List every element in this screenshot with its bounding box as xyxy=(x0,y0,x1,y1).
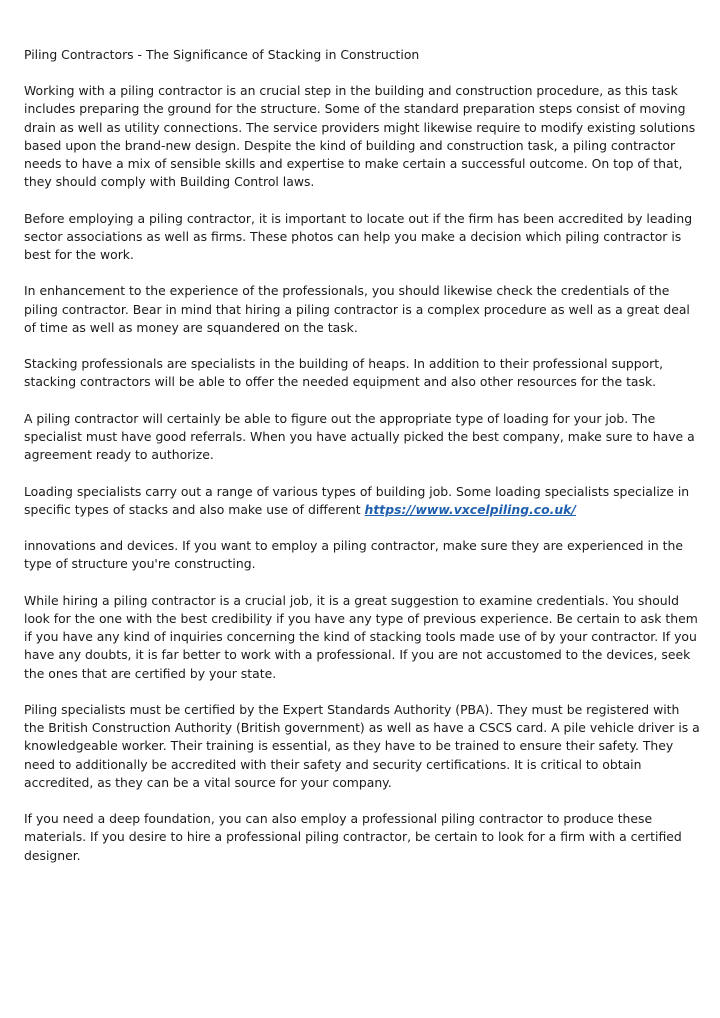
paragraph-8: While hiring a piling contractor is a crucial job, it is a great suggestion to examine credentials. You should look for the one with the best credibility if you have any type of previous experience. Be certain to ask them if you have any kind of inquiries concerning the kind of stacking tools made use of by your contractor. If you have any doubts, it is far better to work with a professional. If you are not accustomed to the devices, seek the ones that are certified by your state. xyxy=(24,592,698,681)
paragraph-4: Stacking professionals are specialists in the building of heaps. In addition to their professional support, stacking contractors will be able to offer the needed equipment and also other resources for the task. xyxy=(24,356,664,390)
paragraph-9: Piling specialists must be certified by the Expert Standards Authority (PBA). They must be registered with the British Construction Authority (British government) as well as have a CSCS card. A pile vehicle driver is a knowledgeable worker. Their training is essential, as they have to be trained to ensure their safety. They need to additionally be accredited with their safety and security certifications. It is critical to obtain accredited, as they can be a vital source for your company. xyxy=(24,701,700,790)
paragraph-6-text: Loading specialists carry out a range of various types of building job. Some loading specialists specialize in specific types of stacks and also make use of different xyxy=(24,483,690,517)
paragraph-2: Before employing a piling contractor, it is important to locate out if the firm has been accredited by leading sector associations as well as firms. These photos can help you make a decision which piling contractor is best for the work. xyxy=(24,210,693,263)
document-page xyxy=(24,46,700,883)
vxcelpiling-link[interactable]: https://www.vxcelpiling.co.uk/ xyxy=(364,501,576,517)
paragraph-10: If you need a deep foundation, you can also employ a professional piling contractor to produce these materials. If you desire to hire a professional piling contractor, be certain to look for a firm with a certified designer. xyxy=(24,811,682,863)
paragraph-7: innovations and devices. If you want to employ a piling contractor, make sure they are experienced in the type of structure you're constructing. xyxy=(24,538,684,572)
paragraph-6 xyxy=(24,483,700,519)
document-title: Piling Contractors - The Significance of Stacking in Construction xyxy=(24,47,420,62)
paragraph-1: Working with a piling contractor is an crucial step in the building and construction procedure, as this task includes preparing the ground for the structure. Some of the standard preparation steps consist of moving drain as well as utility connections. The service providers might likewise require to modify existing solutions based upon the brand-new design. Despite the kind of building and construction task, a piling contractor needs to have a mix of sensible skills and expertise to make certain a successful outcome. On top of that, they should comply with Building Control laws. xyxy=(24,83,696,190)
paragraph-3: In enhancement to the experience of the professionals, you should likewise check the credentials of the piling contractor. Bear in mind that hiring a piling contractor is a complex procedure as well as a great deal of time as well as money are squandered on the task. xyxy=(24,283,690,335)
paragraph-5: A piling contractor will certainly be able to figure out the appropriate type of loading for your job. The specialist must have good referrals. When you have actually picked the best company, make sure to have a agreement ready to authorize. xyxy=(24,410,695,463)
